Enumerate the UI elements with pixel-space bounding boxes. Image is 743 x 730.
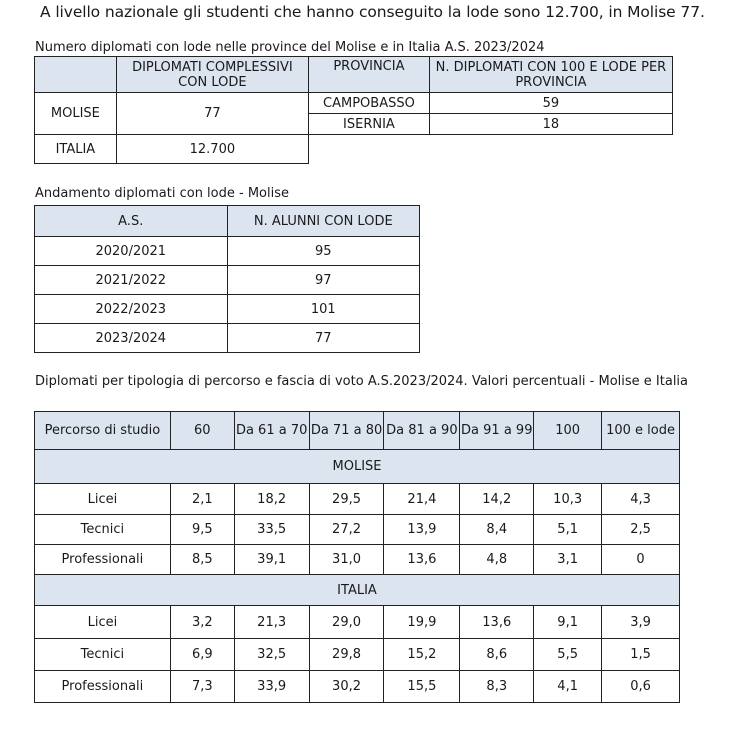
table3-cell: 29,0 — [309, 606, 384, 639]
table1-left-header-empty — [35, 57, 117, 93]
table3-header-percorso: Percorso di studio — [35, 412, 171, 450]
table3-cell: 3,2 — [170, 606, 234, 639]
table1-header-diplomati-provincia: N. DIPLOMATI CON 100 E LODE PER PROVINCIA — [429, 57, 672, 93]
table3-section-italia: ITALIA — [35, 575, 680, 606]
table3-header-91-99: Da 91 a 99 — [460, 412, 534, 450]
table3-cell: 8,4 — [460, 515, 534, 545]
table3-header-60: 60 — [170, 412, 234, 450]
table3-percorso: Tecnici — [35, 515, 171, 545]
table3-cell: 19,9 — [384, 606, 460, 639]
table3-cell: 27,2 — [309, 515, 384, 545]
table3-cell: 5,1 — [534, 515, 602, 545]
table3-row — [35, 671, 680, 703]
table2-value: 97 — [227, 266, 419, 295]
table1-right-row — [309, 93, 673, 114]
table3-header-71-80: Da 71 a 80 — [309, 412, 384, 450]
table2-row — [35, 237, 420, 266]
table1-row-value: 77 — [116, 93, 308, 135]
table2-header-alunni: N. ALUNNI CON LODE — [227, 206, 419, 237]
table3-header-row — [35, 412, 680, 450]
table2-value: 101 — [227, 295, 419, 324]
table3-section-row — [35, 575, 680, 606]
table3-cell: 6,9 — [170, 639, 234, 671]
table3-cell: 4,8 — [460, 545, 534, 575]
table3-cell: 9,5 — [170, 515, 234, 545]
table3-cell: 1,5 — [602, 639, 680, 671]
table3-cell: 31,0 — [309, 545, 384, 575]
table2-header-row — [35, 206, 420, 237]
table3-cell: 2,1 — [170, 484, 234, 515]
table3-cell: 29,5 — [309, 484, 384, 515]
table1-left-row — [35, 135, 309, 164]
table3-cell: 15,2 — [384, 639, 460, 671]
table3-cell: 33,5 — [234, 515, 309, 545]
table3-cell: 8,5 — [170, 545, 234, 575]
table3-cell: 13,6 — [460, 606, 534, 639]
table3-cell: 39,1 — [234, 545, 309, 575]
table3-cell: 8,6 — [460, 639, 534, 671]
table3-cell: 5,5 — [534, 639, 602, 671]
table3-header-100: 100 — [534, 412, 602, 450]
table3-cell: 4,3 — [602, 484, 680, 515]
table2-row — [35, 295, 420, 324]
table3-header-61-70: Da 61 a 70 — [234, 412, 309, 450]
table1-province: CAMPOBASSO — [309, 93, 430, 114]
table3-cell: 21,3 — [234, 606, 309, 639]
table3-cell: 14,2 — [460, 484, 534, 515]
table1-left — [34, 56, 309, 164]
table3-cell: 29,8 — [309, 639, 384, 671]
table3-cell: 30,2 — [309, 671, 384, 703]
table2-year: 2020/2021 — [35, 237, 228, 266]
table1-row-label: ITALIA — [35, 135, 117, 164]
table3-cell: 18,2 — [234, 484, 309, 515]
table3-row — [35, 606, 680, 639]
table3-cell: 32,5 — [234, 639, 309, 671]
table2-row — [35, 324, 420, 353]
table3-cell: 8,3 — [460, 671, 534, 703]
table3-cell: 15,5 — [384, 671, 460, 703]
table1-row-label: MOLISE — [35, 93, 117, 135]
table2-year: 2023/2024 — [35, 324, 228, 353]
table3-cell: 10,3 — [534, 484, 602, 515]
table3-percorso: Tecnici — [35, 639, 171, 671]
table3-header-100-lode: 100 e lode — [602, 412, 680, 450]
table2 — [34, 205, 420, 353]
table3-percorso: Professionali — [35, 545, 171, 575]
table3-cell: 13,9 — [384, 515, 460, 545]
table1-left-header-row — [35, 57, 309, 93]
table3 — [34, 411, 680, 703]
table1-province-value: 59 — [429, 93, 672, 114]
table1-right-header-row — [309, 57, 673, 93]
table2-year: 2021/2022 — [35, 266, 228, 295]
table2-year: 2022/2023 — [35, 295, 228, 324]
table3-cell: 4,1 — [534, 671, 602, 703]
table3-row — [35, 545, 680, 575]
table1-caption: Numero diplomati con lode nelle province del Molise e in Italia A.S. 2023/2024 — [35, 40, 545, 55]
table3-cell: 0,6 — [602, 671, 680, 703]
table3-cell: 0 — [602, 545, 680, 575]
table3-percorso: Licei — [35, 606, 171, 639]
table2-value: 77 — [227, 324, 419, 353]
table2-caption: Andamento diplomati con lode - Molise — [35, 186, 289, 201]
table1-province: ISERNIA — [309, 114, 430, 135]
table3-cell: 33,9 — [234, 671, 309, 703]
table2-row — [35, 266, 420, 295]
table3-section-row — [35, 450, 680, 484]
table3-row — [35, 515, 680, 545]
table3-row — [35, 639, 680, 671]
table1-province-value: 18 — [429, 114, 672, 135]
table3-row — [35, 484, 680, 515]
table3-header-81-90: Da 81 a 90 — [384, 412, 460, 450]
table3-cell: 3,1 — [534, 545, 602, 575]
table3-cell: 21,4 — [384, 484, 460, 515]
table3-cell: 2,5 — [602, 515, 680, 545]
table3-cell: 13,6 — [384, 545, 460, 575]
table1-left-header-diplomati: DIPLOMATI COMPLESSIVI CON LODE — [116, 57, 308, 93]
table1-right — [308, 56, 673, 135]
table3-percorso: Professionali — [35, 671, 171, 703]
table3-cell: 9,1 — [534, 606, 602, 639]
intro-text: A livello nazionale gli studenti che hanno conseguito la lode sono 12.700, in Molise 77. — [40, 3, 705, 21]
table1-left-row — [35, 93, 309, 135]
table1-row-value: 12.700 — [116, 135, 308, 164]
table1-right-row — [309, 114, 673, 135]
table3-cell: 7,3 — [170, 671, 234, 703]
table3-caption: Diplomati per tipologia di percorso e fascia di voto A.S.2023/2024. Valori percentuali - Molise e Italia — [35, 374, 689, 389]
table2-header-as: A.S. — [35, 206, 228, 237]
table2-value: 95 — [227, 237, 419, 266]
table1-header-provincia: PROVINCIA — [309, 57, 430, 93]
table3-section-molise: MOLISE — [35, 450, 680, 484]
table3-cell: 3,9 — [602, 606, 680, 639]
table3-percorso: Licei — [35, 484, 171, 515]
